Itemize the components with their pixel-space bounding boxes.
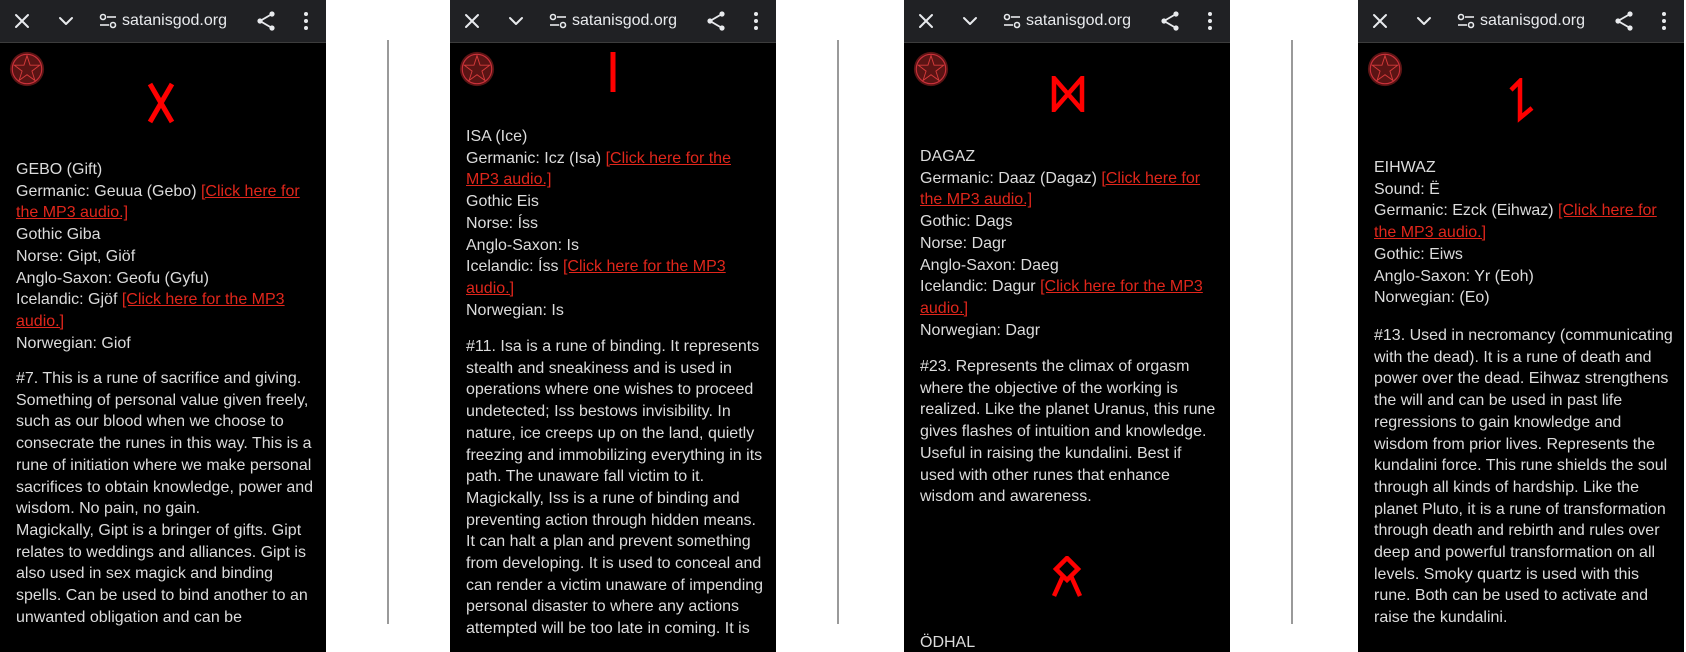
sound-line: Sound: Ë (1374, 180, 1440, 198)
phone-screen-isa (450, 0, 776, 652)
germanic-line: Germanic: Daaz (Dagaz) [Click here for the MP3 audio.] (920, 169, 1201, 209)
rune-description: #23. Represents the climax of orgasm where the objective of the working is realized. Like the planet Uranus, this rune gives flashes of intuition and knowledge. Useful in raising the kundalini. Best if used with other runes that enhance wisdom and awareness. (920, 358, 1216, 506)
next-rune-title: ÖDHAL (920, 634, 976, 651)
rune-info (1374, 157, 1674, 309)
share-icon[interactable] (1612, 9, 1636, 33)
anglo-saxon-line: Anglo-Saxon: Yr (Eoh) (1374, 267, 1534, 285)
share-icon[interactable] (254, 9, 278, 33)
mp3-audio-link[interactable]: [Click here for the MP3 audio.] (16, 182, 300, 222)
divider (1291, 40, 1293, 624)
norse-line: Norse: Íss (466, 214, 539, 232)
mp3-audio-link[interactable]: [Click here for the MP3 audio.] (466, 149, 731, 189)
anglo-saxon-line: Anglo-Saxon: Daeg (920, 256, 1059, 274)
divider (837, 40, 839, 624)
close-icon[interactable] (1368, 9, 1392, 33)
rune-title: EIHWAZ (1374, 159, 1436, 176)
icelandic-line: Icelandic: Íss [Click here for the MP3 audio.] (466, 258, 726, 297)
isa-rune-icon (609, 52, 617, 92)
more-options-icon[interactable] (744, 9, 768, 33)
mp3-audio-link[interactable]: [Click here for the MP3 audio.] (16, 291, 285, 330)
pentagram-logo-icon[interactable] (912, 50, 950, 88)
close-icon[interactable] (10, 9, 34, 33)
eihwaz-rune-icon (1508, 78, 1536, 124)
url-text[interactable]: satanisgod.org (572, 12, 677, 29)
mp3-audio-link[interactable]: [Click here for the MP3 audio.] (920, 278, 1203, 317)
icelandic-line: Icelandic: Dagur [Click here for the MP3 audio.] (920, 278, 1203, 317)
mp3-audio-link[interactable]: [Click here for the MP3 audio.] (920, 169, 1201, 209)
odhal-rune-icon (1052, 556, 1082, 598)
rune-info (16, 159, 316, 354)
site-settings-icon[interactable] (96, 9, 120, 33)
browser-toolbar (1358, 0, 1684, 43)
anglo-saxon-line: Anglo-Saxon: Is (466, 236, 579, 254)
germanic-line: Germanic: Geuua (Gebo) [Click here for the MP3 audio.] (16, 182, 300, 222)
close-icon[interactable] (914, 9, 938, 33)
rune-description: #13. Used in necromancy (communicating with the dead). It is a rune of death and power over the dead. Eihwaz strengthens the will and can be used in past life regressions to gain knowledge and wisdom from prior lives. Represents the kundalini force. This rune shields the soul through all kinds of hardship. Like the planet Pluto, it is a rune of transformation through death and rebirth and rules over deep and powerful transformation on all levels. Smoky quartz is used with this rune. Both can be used to activate and raise the kundalini. (1374, 327, 1673, 627)
icelandic-line: Icelandic: Gjöf [Click here for the MP3 audio.] (16, 291, 285, 330)
norwegian-line: Norwegian: Dagr (920, 321, 1041, 339)
norse-line: Norse: Gipt, Giöf (16, 247, 136, 265)
phone-screen-dagaz (904, 0, 1230, 652)
divider (387, 40, 389, 624)
mp3-audio-link[interactable]: [Click here for the MP3 audio.] (1374, 202, 1657, 242)
chevron-down-icon[interactable] (1412, 9, 1436, 33)
url-text[interactable]: satanisgod.org (1480, 12, 1585, 29)
gothic-line: Gothic: Dags (920, 213, 1013, 231)
pentagram-logo-icon[interactable] (8, 50, 46, 88)
url-text[interactable]: satanisgod.org (122, 12, 227, 29)
gebo-rune-icon (146, 82, 176, 124)
norwegian-line: Norwegian: (Eo) (1374, 289, 1490, 307)
url-text[interactable]: satanisgod.org (1026, 12, 1131, 29)
site-settings-icon[interactable] (1454, 9, 1478, 33)
rune-description: #7. This is a rune of sacrifice and giving. Something of personal value given freely, such as our blood when we choose to consecrate the runes in this way. This is a rune of initiation where we make personal sacrifices to obtain knowledge, power and wisdom. No pain, no gain. Magickally, Gipt is a bringer of gifts. Gipt relates to weddings and alliances. Gipt is also used in sex magick and binding spells. Can be used to bind another to an unwanted obligation and can be (16, 370, 314, 626)
chevron-down-icon[interactable] (958, 9, 982, 33)
gothic-line: Gothic Eis (466, 193, 539, 211)
phone-screen-gebo (0, 0, 326, 652)
anglo-saxon-line: Anglo-Saxon: Geofu (Gyfu) (16, 269, 209, 287)
more-options-icon[interactable] (1652, 9, 1676, 33)
browser-toolbar (904, 0, 1230, 43)
gothic-line: Gothic Giba (16, 226, 101, 244)
chevron-down-icon[interactable] (54, 9, 78, 33)
rune-info (920, 146, 1220, 341)
share-icon[interactable] (1158, 9, 1182, 33)
site-settings-icon[interactable] (1000, 9, 1024, 33)
rune-title: ISA (Ice) (466, 128, 528, 145)
dagaz-rune-icon (1051, 76, 1085, 112)
norse-line: Norse: Dagr (920, 234, 1007, 252)
pentagram-logo-icon[interactable] (1366, 50, 1404, 88)
rune-description: #11. Isa is a rune of binding. It represents stealth and sneakiness and is used in operations where one wishes to proceed undetected; Iss bestows invisibility. In nature, ice creeps up on the land, quietly freezing and immobilizing everything in its path. The unaware fall victim to it. Magickally, Iss is a rune of binding and preventing action through hidden means. It can halt a plan and prevent something from developing. It is used to conceal and can render a victim unaware of impending personal disaster to where any actions attempted will be too late in coming. It is (466, 338, 764, 638)
germanic-line: Germanic: Icz (Isa) [Click here for the MP3 audio.] (466, 149, 731, 189)
browser-toolbar (0, 0, 326, 43)
pentagram-logo-icon[interactable] (458, 50, 496, 88)
share-icon[interactable] (704, 9, 728, 33)
rune-title: GEBO (Gift) (16, 161, 103, 178)
browser-toolbar (450, 0, 776, 43)
close-icon[interactable] (460, 9, 484, 33)
mp3-audio-link[interactable]: [Click here for the MP3 audio.] (466, 258, 726, 297)
norwegian-line: Norwegian: Giof (16, 334, 131, 352)
more-options-icon[interactable] (294, 9, 318, 33)
more-options-icon[interactable] (1198, 9, 1222, 33)
rune-title: DAGAZ (920, 148, 976, 165)
chevron-down-icon[interactable] (504, 9, 528, 33)
phone-screen-eihwaz (1358, 0, 1684, 652)
rune-info (466, 126, 766, 321)
gothic-line: Gothic: Eiws (1374, 245, 1463, 263)
norwegian-line: Norwegian: Is (466, 301, 564, 319)
germanic-line: Germanic: Ezck (Eihwaz) [Click here for the MP3 audio.] (1374, 202, 1657, 242)
site-settings-icon[interactable] (546, 9, 570, 33)
